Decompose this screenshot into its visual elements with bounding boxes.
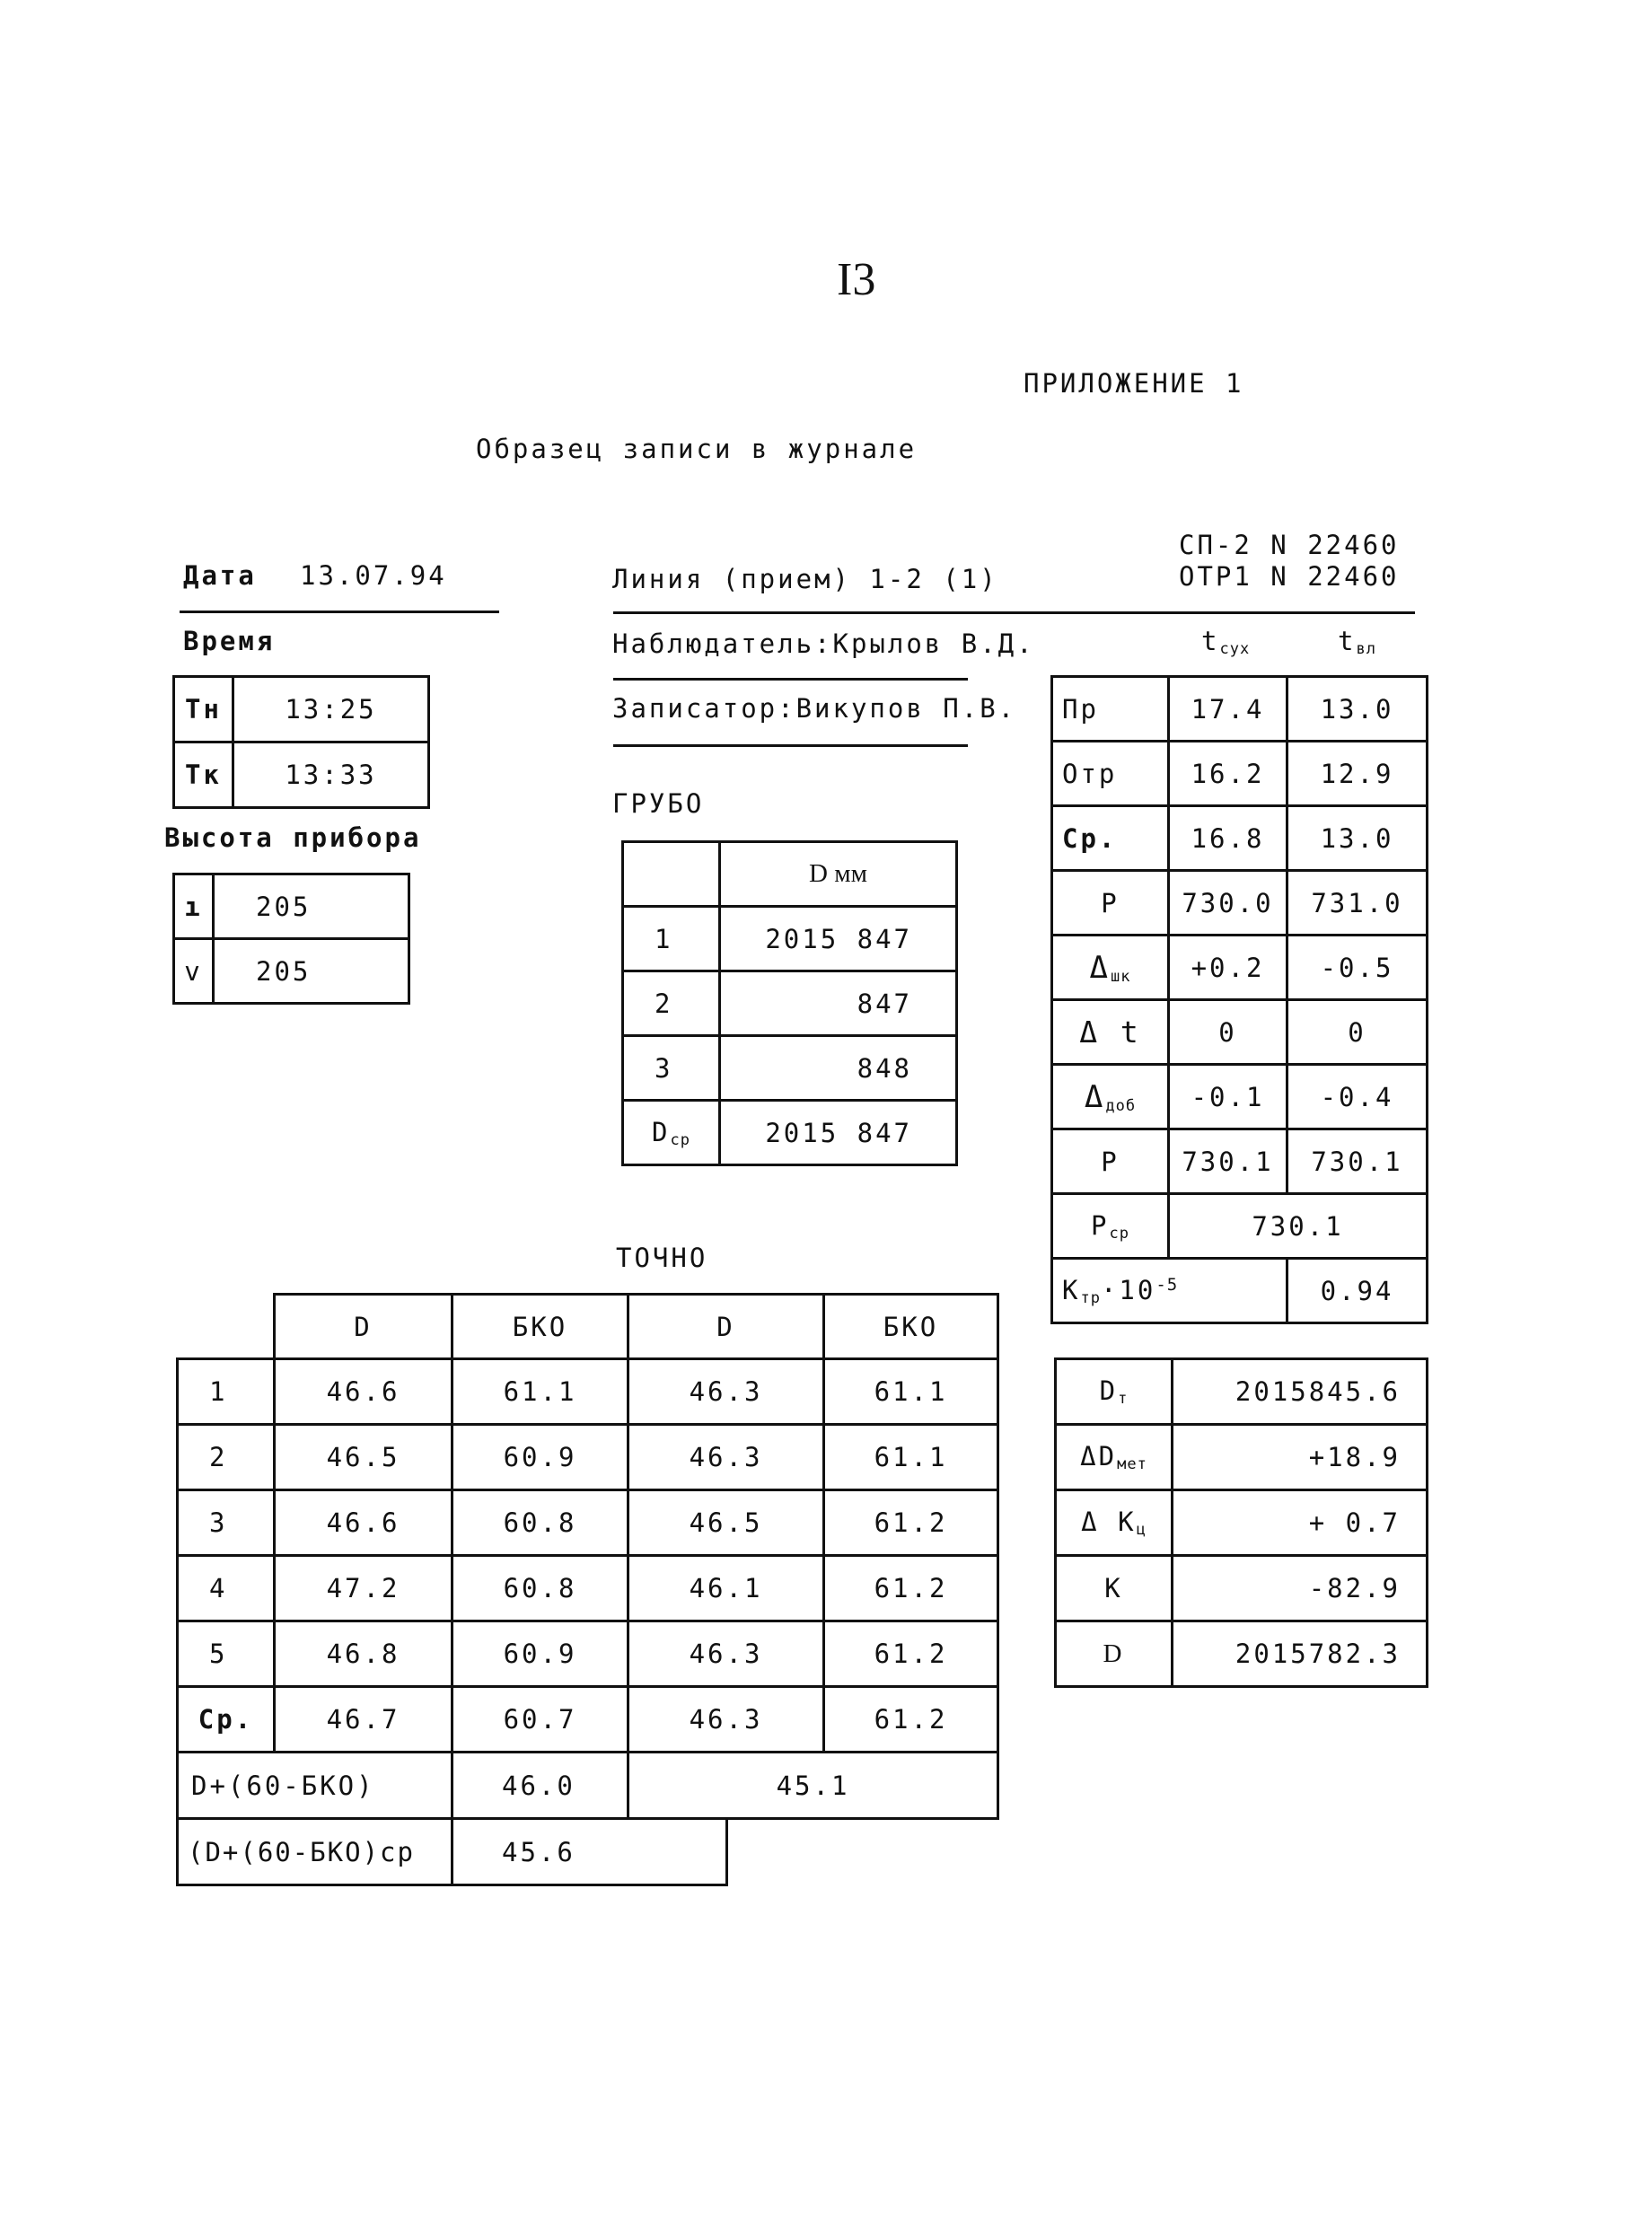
precise-row-3 bbox=[178, 1490, 998, 1556]
meteo-dshk-label: $\Delta_{шк}$ bbox=[1052, 936, 1169, 1000]
meteo-pr-v1: 17.4 bbox=[1169, 677, 1287, 742]
rough-mean-label: $D_{ср}$ bbox=[623, 1101, 720, 1165]
tdry-header: $t_{сух}$ bbox=[1201, 626, 1251, 658]
meteo-dt-label: Δ t bbox=[1052, 1000, 1169, 1065]
time-start-label: Тн bbox=[174, 677, 233, 742]
precise-row-1-b1: 61.1 bbox=[453, 1359, 628, 1425]
precise-row-mean-b1: 60.7 bbox=[453, 1687, 628, 1753]
precise-row-3-n: 3 bbox=[178, 1490, 275, 1556]
meteo-row-mean bbox=[1052, 806, 1428, 871]
result-k-value: -82.9 bbox=[1173, 1556, 1428, 1621]
precise-formula-v1: 46.0 bbox=[453, 1753, 628, 1819]
meteo-dt-v2: 0 bbox=[1287, 1000, 1428, 1065]
precise-row-4-b1: 60.8 bbox=[453, 1556, 628, 1621]
rough-table bbox=[621, 840, 958, 1166]
precise-header-b2: БКО bbox=[824, 1295, 998, 1359]
result-row-dt bbox=[1056, 1359, 1428, 1425]
rough-header: D мм bbox=[720, 842, 957, 907]
meteo-dshk-v1: +0.2 bbox=[1169, 936, 1287, 1000]
precise-header-d1: D bbox=[275, 1295, 453, 1359]
precise-row-3-d2: 46.5 bbox=[628, 1490, 824, 1556]
time-end-label: Тк bbox=[174, 742, 233, 808]
precise-row-mean bbox=[178, 1687, 998, 1753]
meteo-row-dshk bbox=[1052, 936, 1428, 1000]
precise-row-4 bbox=[178, 1556, 998, 1621]
meteo-pr-label: Пр bbox=[1052, 677, 1169, 742]
precise-header-d2: D bbox=[628, 1295, 824, 1359]
rough-row-3-n: 3 bbox=[623, 1036, 720, 1101]
meteo-p2-v2: 730.1 bbox=[1287, 1129, 1428, 1194]
rough-row-1 bbox=[623, 907, 957, 971]
meteo-ddob-label: $\Delta_{доб}$ bbox=[1052, 1065, 1169, 1129]
meteo-k-label: $K_{тр}\cdot 10^{-5}$ bbox=[1052, 1259, 1287, 1323]
precise-row-3-b2: 61.2 bbox=[824, 1490, 998, 1556]
precise-row-2-d1: 46.5 bbox=[275, 1425, 453, 1490]
precise-row-3-d1: 46.6 bbox=[275, 1490, 453, 1556]
precise-row-4-d2: 46.1 bbox=[628, 1556, 824, 1621]
twet-header: $t_{вл}$ bbox=[1338, 626, 1376, 658]
time-end-value: 13:33 bbox=[233, 742, 429, 808]
precise-formula-mean-value: 45.6 bbox=[453, 1819, 727, 1885]
height-i-label: ı bbox=[174, 874, 214, 939]
result-row-k bbox=[1056, 1556, 1428, 1621]
result-table bbox=[1054, 1357, 1428, 1688]
precise-row-4-n: 4 bbox=[178, 1556, 275, 1621]
rough-row-3-value: 848 bbox=[720, 1036, 957, 1101]
meteo-otr-v1: 16.2 bbox=[1169, 742, 1287, 806]
recorder-underline bbox=[613, 744, 968, 747]
date-underline bbox=[180, 611, 499, 613]
rough-row-2-value: 847 bbox=[720, 971, 957, 1036]
precise-header-row bbox=[178, 1295, 998, 1359]
date-value: 13.07.94 bbox=[300, 560, 447, 591]
meteo-ddob-v1: -0.1 bbox=[1169, 1065, 1287, 1129]
appendix-title: ПРИЛОЖЕНИЕ 1 bbox=[1024, 368, 1244, 399]
precise-row-mean-d2: 46.3 bbox=[628, 1687, 824, 1753]
result-k-label: K bbox=[1056, 1556, 1173, 1621]
precise-formula-mean-row bbox=[178, 1819, 998, 1885]
meteo-pmean-label: $P_{ср}$ bbox=[1052, 1194, 1169, 1259]
precise-row-2-d2: 46.3 bbox=[628, 1425, 824, 1490]
precise-row-5-b2: 61.2 bbox=[824, 1621, 998, 1687]
rough-row-1-value: 2015 847 bbox=[720, 907, 957, 971]
rough-mean-value: 2015 847 bbox=[720, 1101, 957, 1165]
precise-row-3-b1: 60.8 bbox=[453, 1490, 628, 1556]
height-label: Высота прибора bbox=[164, 822, 422, 853]
meteo-mean-label: Ср. bbox=[1052, 806, 1169, 871]
precise-row-5-d2: 46.3 bbox=[628, 1621, 824, 1687]
rough-row-2-n: 2 bbox=[623, 971, 720, 1036]
precise-row-5-b1: 60.9 bbox=[453, 1621, 628, 1687]
rough-row-1-n: 1 bbox=[623, 907, 720, 971]
result-row-dmet bbox=[1056, 1425, 1428, 1490]
meteo-row-dt bbox=[1052, 1000, 1428, 1065]
result-dt-value: 2015845.6 bbox=[1173, 1359, 1428, 1425]
result-dt-label: $D_т$ bbox=[1056, 1359, 1173, 1425]
time-start-value: 13:25 bbox=[233, 677, 429, 742]
rough-row-3 bbox=[623, 1036, 957, 1101]
result-row-d bbox=[1056, 1621, 1428, 1687]
page-number: I3 bbox=[837, 254, 876, 305]
time-label: Время bbox=[183, 626, 276, 656]
rough-row-2 bbox=[623, 971, 957, 1036]
height-table bbox=[172, 873, 410, 1005]
meteo-row-pmean bbox=[1052, 1194, 1428, 1259]
meteo-mean-v2: 13.0 bbox=[1287, 806, 1428, 871]
line-underline bbox=[613, 611, 1415, 614]
precise-header-blank bbox=[178, 1295, 275, 1359]
precise-row-2 bbox=[178, 1425, 998, 1490]
precise-formula-mean-label: (D+(60-БКО)ср bbox=[178, 1819, 453, 1885]
meteo-row-pr bbox=[1052, 677, 1428, 742]
meteo-dt-v1: 0 bbox=[1169, 1000, 1287, 1065]
precise-row-2-n: 2 bbox=[178, 1425, 275, 1490]
meteo-otr-v2: 12.9 bbox=[1287, 742, 1428, 806]
precise-row-1-n: 1 bbox=[178, 1359, 275, 1425]
recorder: Записатор:Викупов П.В. bbox=[612, 693, 1017, 724]
meteo-p1-v1: 730.0 bbox=[1169, 871, 1287, 936]
meteo-pr-v2: 13.0 bbox=[1287, 677, 1428, 742]
meteo-ddob-v2: -0.4 bbox=[1287, 1065, 1428, 1129]
meteo-otr-label: Отр bbox=[1052, 742, 1169, 806]
precise-row-2-b1: 60.9 bbox=[453, 1425, 628, 1490]
height-row-v bbox=[174, 939, 409, 1004]
height-v-label: v bbox=[174, 939, 214, 1004]
meteo-p2-label: P bbox=[1052, 1129, 1169, 1194]
instrument-2: ОТР1 N 22460 bbox=[1179, 561, 1400, 592]
instrument-1: СП-2 N 22460 bbox=[1179, 530, 1400, 560]
precise-row-5-n: 5 bbox=[178, 1621, 275, 1687]
precise-row-4-d1: 47.2 bbox=[275, 1556, 453, 1621]
precise-row-1-d2: 46.3 bbox=[628, 1359, 824, 1425]
subtitle: Образец записи в журнале bbox=[476, 434, 918, 464]
meteo-row-otr bbox=[1052, 742, 1428, 806]
result-dmet-label: $\Delta D_{мет}$ bbox=[1056, 1425, 1173, 1490]
result-dmet-value: +18.9 bbox=[1173, 1425, 1428, 1490]
time-row-end bbox=[174, 742, 429, 808]
meteo-row-p2 bbox=[1052, 1129, 1428, 1194]
meteo-dshk-v2: -0.5 bbox=[1287, 936, 1428, 1000]
meteo-row-ddob bbox=[1052, 1065, 1428, 1129]
date-label: Дата bbox=[183, 560, 257, 591]
meteo-p2-v1: 730.1 bbox=[1169, 1129, 1287, 1194]
precise-row-5 bbox=[178, 1621, 998, 1687]
precise-row-mean-d1: 46.7 bbox=[275, 1687, 453, 1753]
time-table bbox=[172, 675, 430, 809]
meteo-k-value: 0.94 bbox=[1287, 1259, 1428, 1323]
result-kc-value: + 0.7 bbox=[1173, 1490, 1428, 1556]
precise-formula-row bbox=[178, 1753, 998, 1819]
result-kc-label: Δ $K_ц$ bbox=[1056, 1490, 1173, 1556]
meteo-p1-label: P bbox=[1052, 871, 1169, 936]
precise-row-2-b2: 61.1 bbox=[824, 1425, 998, 1490]
line-text: Линия (прием) 1-2 (1) bbox=[612, 564, 998, 594]
precise-formula-v2: 45.1 bbox=[628, 1753, 998, 1819]
precise-row-1-d1: 46.6 bbox=[275, 1359, 453, 1425]
height-i-value: 205 bbox=[214, 874, 409, 939]
observer-underline bbox=[613, 678, 968, 681]
rough-header-blank bbox=[623, 842, 720, 907]
meteo-table bbox=[1050, 675, 1428, 1324]
time-row-start bbox=[174, 677, 429, 742]
result-d-value: 2015782.3 bbox=[1173, 1621, 1428, 1687]
result-row-kc bbox=[1056, 1490, 1428, 1556]
meteo-row-p1 bbox=[1052, 871, 1428, 936]
meteo-row-k bbox=[1052, 1259, 1428, 1323]
rough-header-row bbox=[623, 842, 957, 907]
precise-row-5-d1: 46.8 bbox=[275, 1621, 453, 1687]
precise-label: ТОЧНО bbox=[616, 1243, 708, 1273]
precise-formula-label: D+(60-БКО) bbox=[178, 1753, 453, 1819]
precise-row-4-b2: 61.2 bbox=[824, 1556, 998, 1621]
precise-header-b1: БКО bbox=[453, 1295, 628, 1359]
height-row-i bbox=[174, 874, 409, 939]
precise-row-1 bbox=[178, 1359, 998, 1425]
rough-mean-row bbox=[623, 1101, 957, 1165]
precise-table bbox=[176, 1293, 999, 1886]
rough-label: ГРУБО bbox=[612, 788, 705, 819]
precise-row-mean-b2: 61.2 bbox=[824, 1687, 998, 1753]
result-d-label: D bbox=[1056, 1621, 1173, 1687]
precise-row-mean-n: Ср. bbox=[178, 1687, 275, 1753]
height-v-value: 205 bbox=[214, 939, 409, 1004]
observer: Наблюдатель:Крылов В.Д. bbox=[612, 628, 1035, 659]
precise-row-1-b2: 61.1 bbox=[824, 1359, 998, 1425]
precise-formula-mean-blank bbox=[727, 1819, 998, 1885]
meteo-mean-v1: 16.8 bbox=[1169, 806, 1287, 871]
meteo-pmean-value: 730.1 bbox=[1169, 1194, 1428, 1259]
meteo-p1-v2: 731.0 bbox=[1287, 871, 1428, 936]
